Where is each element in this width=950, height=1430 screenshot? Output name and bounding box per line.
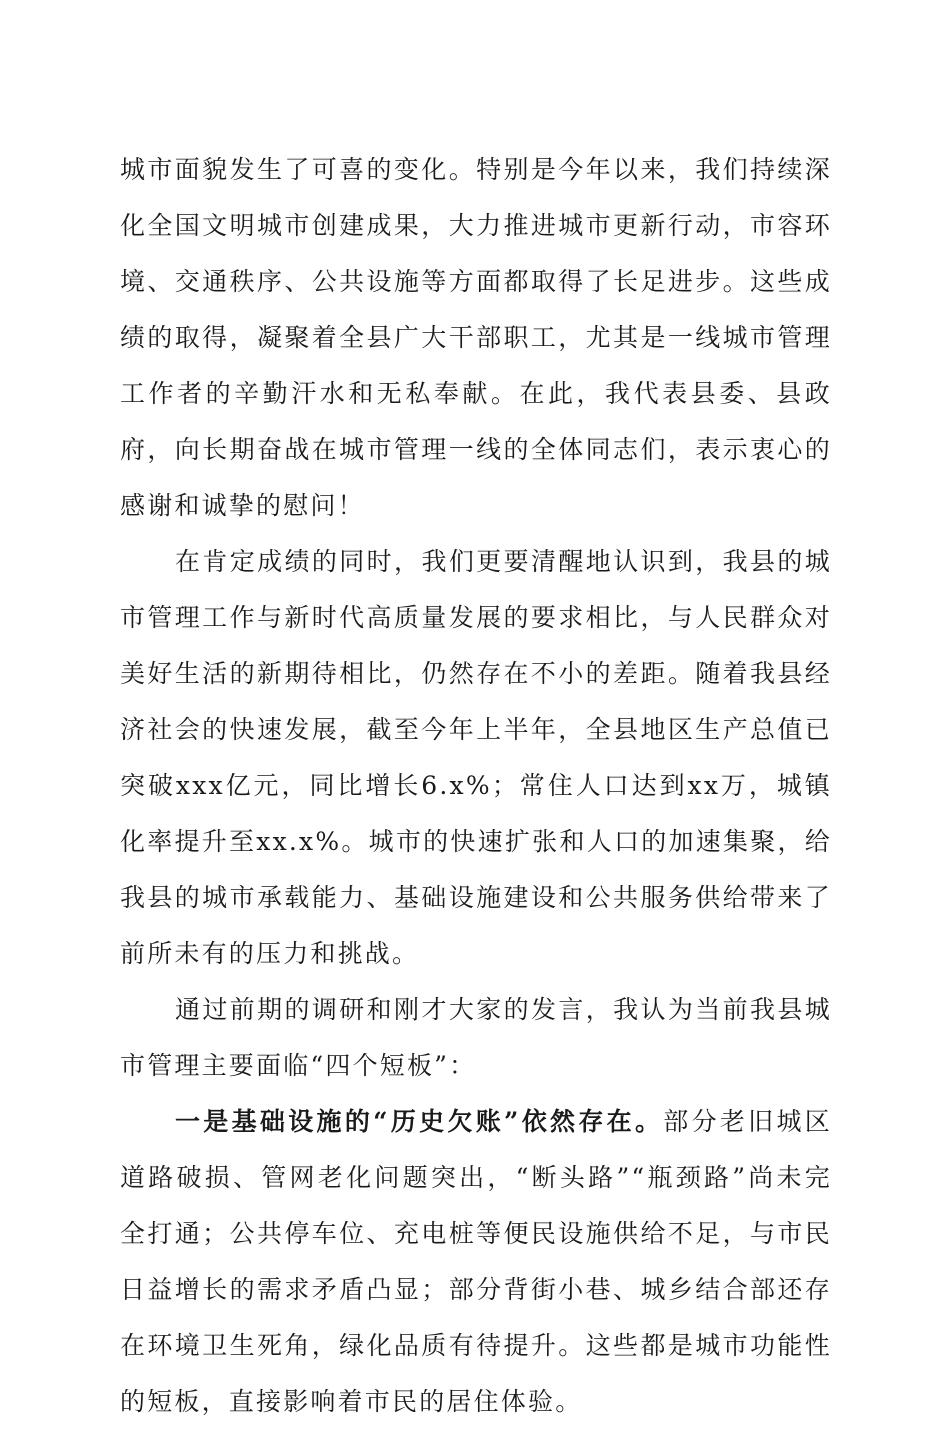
paragraph-4-body: 部分老旧城区道路破损、管网老化问题突出，“断头路”“瓶颈路”尚未完全打通；公共停车位、充电桩等便民设施供给不足，与市民日益增长的需求矛盾凸显；部分背街小巷、城乡结合部还存在环境卫生死角，绿化品质有待提升。这些都是城市功能性的短板，直接影响着市民的居住体验。 <box>120 1107 832 1416</box>
paragraph-4-lead: 一是基础设施的“历史欠账”依然存在。 <box>175 1107 664 1136</box>
paragraph-4 <box>120 1094 832 1430</box>
document-body <box>120 142 832 1430</box>
paragraph-3: 通过前期的调研和刚才大家的发言，我认为当前我县城市管理主要面临“四个短板”： <box>120 995 832 1080</box>
paragraph-1: 城市面貌发生了可喜的变化。特别是今年以来，我们持续深化全国文明城市创建成果，大力推进城市更新行动，市容环境、交通秩序、公共设施等方面都取得了长足进步。这些成绩的取得，凝聚着全县广大干部职工，尤其是一线城市管理工作者的辛勤汗水和无私奉献。在此，我代表县委、县政府，向长期奋战在城市管理一线的全体同志们，表示衷心的感谢和诚挚的慰问！ <box>120 155 832 520</box>
paragraph-2: 在肯定成绩的同时，我们更要清醒地认识到，我县的城市管理工作与新时代高质量发展的要求相比，与人民群众对美好生活的新期待相比，仍然存在不小的差距。随着我县经济社会的快速发展，截至今年上半年，全县地区生产总值已突破xxx亿元，同比增长6.x%；常住人口达到xx万，城镇化率提升至xx.x%。城市的快速扩张和人口的加速集聚，给我县的城市承载能力、基础设施建设和公共服务供给带来了前所未有的压力和挑战。 <box>120 547 832 968</box>
